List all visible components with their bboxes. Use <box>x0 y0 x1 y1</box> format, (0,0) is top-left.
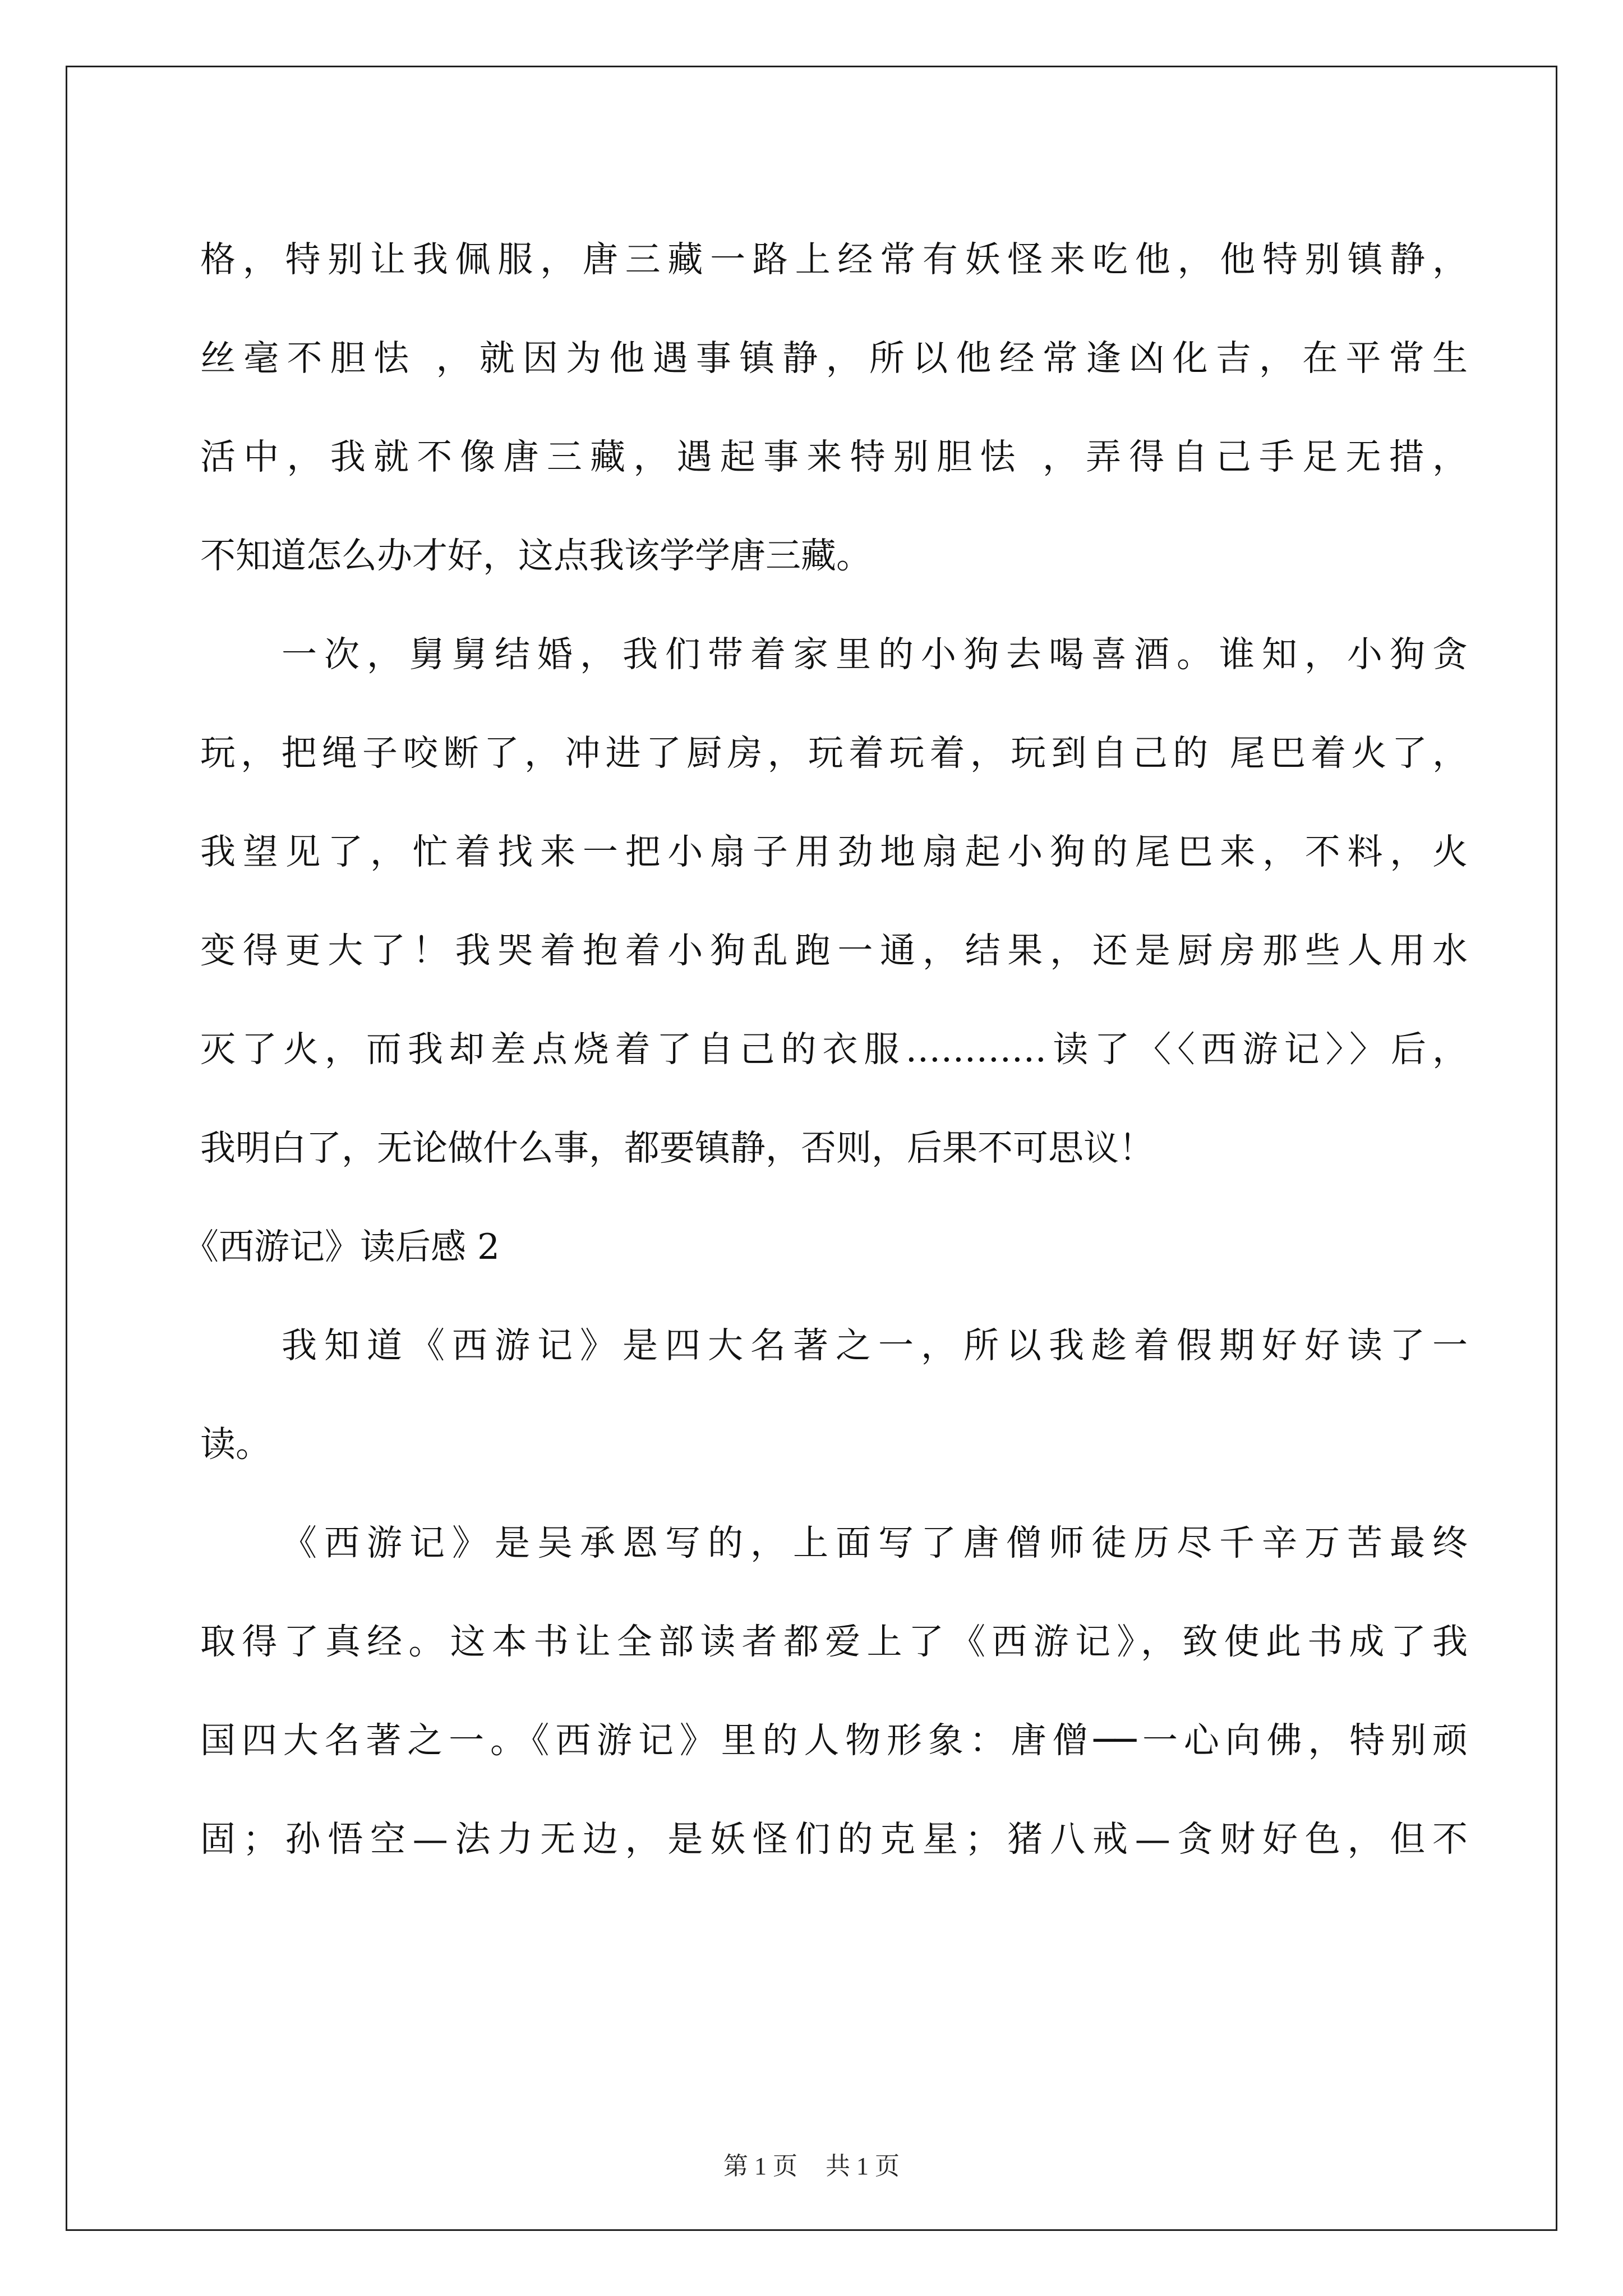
text-line: 我明白了，无论做什么事，都要镇静，否则，后果不可思议！ <box>200 1128 1154 1168</box>
text-line: 我知道《西游记》是四大名著之一，所以我趁着假期好好读了一 <box>282 1325 1468 1366</box>
page-number: 第 1 页 <box>723 2152 797 2180</box>
text-line: 《西游记》是吴承恩写的，上面写了唐僧师徒历尽千辛万苦最终 <box>282 1522 1468 1563</box>
text-line: 国四大名著之一。《西游记》里的人物形象：唐僧──一心向佛，特别顽 <box>200 1720 1468 1761</box>
text-line: 变得更大了！我哭着抱着小狗乱跑一通，结果，还是厨房那些人用水 <box>200 930 1468 971</box>
text-line: 取得了真经。这本书让全部读者都爱上了《西游记》，致使此书成了我 <box>200 1621 1468 1662</box>
page-total: 共 1 页 <box>826 2152 900 2180</box>
text-line: 格，特别让我佩服，唐三藏一路上经常有妖怪来吃他，他特别镇静， <box>200 239 1468 280</box>
text-line: 活中，我就不像唐三藏，遇起事来特别胆怯 ，弄得自己手足无措， <box>200 436 1468 477</box>
text-line: 灭了火，而我却差点烧着了自己的衣服…………读了〈〈西游记〉〉后， <box>200 1029 1468 1070</box>
document-body <box>183 210 1468 1889</box>
text-line: 一次，舅舅结婚，我们带着家里的小狗去喝喜酒。谁知，小狗贪 <box>282 634 1468 675</box>
text-line: 玩，把绳子咬断了，冲进了厨房，玩着玩着，玩到自己的 尾巴着火了， <box>200 733 1468 774</box>
text-line: 固；孙悟空—法力无边，是妖怪们的克星；猪八戒—贪财好色，但不 <box>200 1819 1468 1860</box>
text-line: 不知道怎么办才好，这点我该学学唐三藏。 <box>200 535 872 576</box>
text-line: 丝毫不胆怯 ，就因为他遇事镇静，所以他经常逢凶化吉，在平常生 <box>200 338 1468 379</box>
page-footer <box>0 2146 1623 2182</box>
text-line: 读。 <box>200 1424 271 1465</box>
section-heading: 《西游记》读后感 2 <box>183 1226 500 1267</box>
text-line: 我望见了，忙着找来一把小扇子用劲地扇起小狗的尾巴来，不料，火 <box>200 831 1468 872</box>
